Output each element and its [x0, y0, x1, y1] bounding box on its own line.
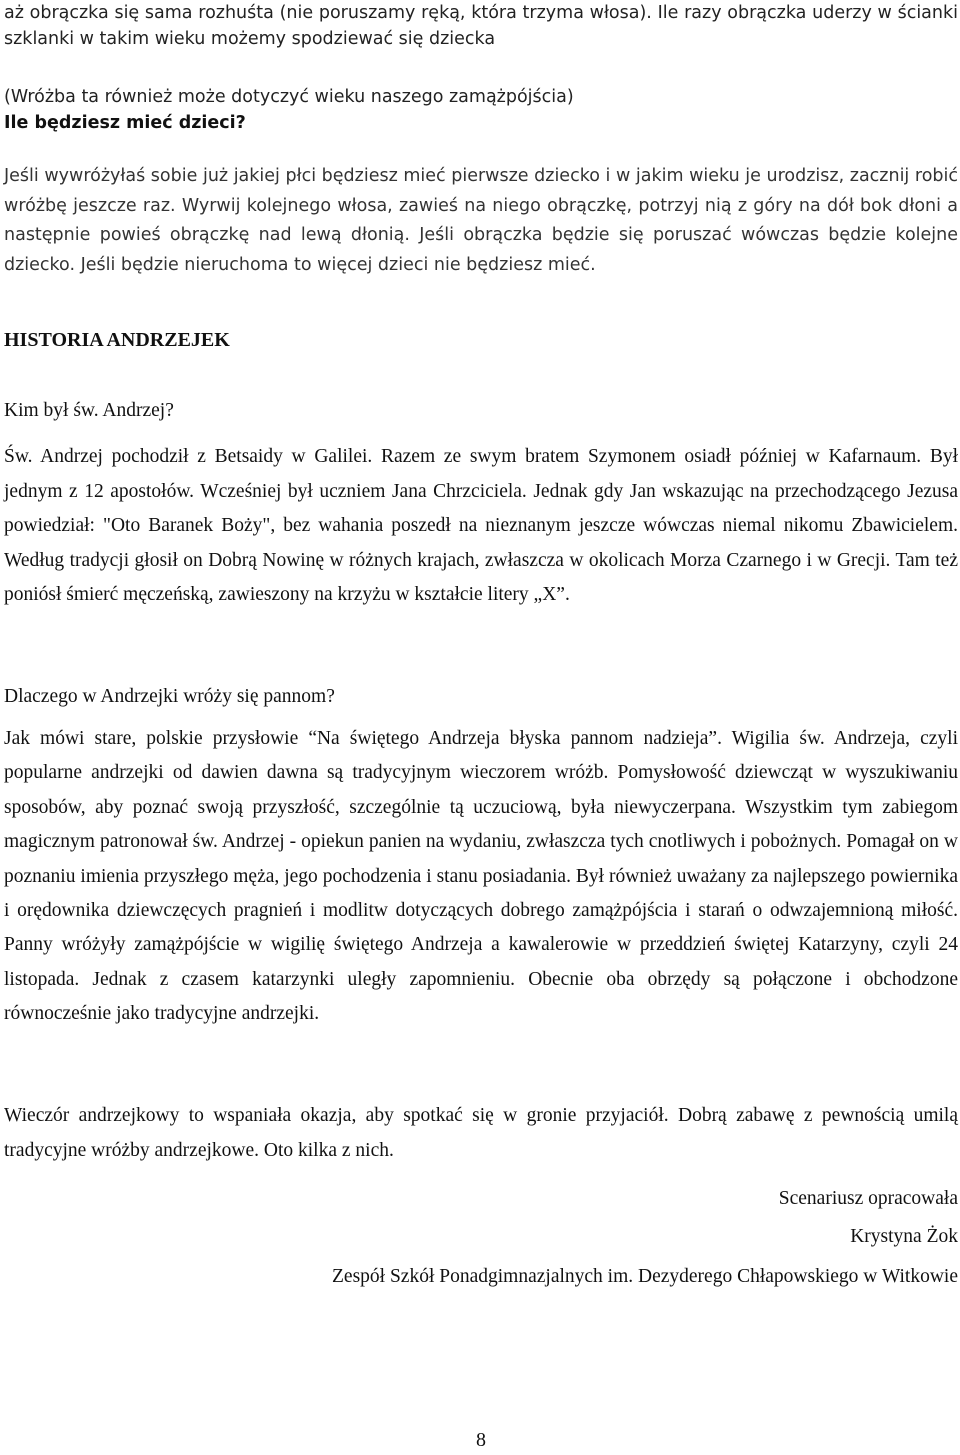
- answer-who-was-andrew: Św. Andrzej pochodził z Betsaidy w Galilei. Razem ze swym bratem Szymonem osiadł później w Kafarnaum. Był jednym z 12 apostołów. Wcześniej był uczniem Jana Chrzciciela. Jednak gdy Jan wskazując na przechodzącego Jezusa powiedział: "Oto Baranek Boży", bez wahania poszedł na nieznanym jeszcze wówczas niemal nikomu Zbawicielem. Według tradycji głosił on Dobrą Nowinę w różnych krajach, zwłaszcza w okolicach Morza Czarnego i w Grecji. Tam też poniósł śmierć męczeńską, zawieszony na krzyżu w kształcie litery „X”.: [4, 446, 958, 606]
- intro-paragraph: aż obrączka się sama rozhuśta (nie poruszamy ręką, która trzyma włosa). Ile razy obrączka uderzy w ścianki szklanki w takim wieku możemy spodziewać się dziecka: [4, 3, 958, 49]
- question-why-fortune-telling: Dlaczego w Andrzejki wróży się pannom?: [4, 686, 335, 707]
- children-paragraph: Jeśli wywróżyłaś sobie już jakiej płci będziesz mieć pierwsze dziecko i w jakim wieku je urodzisz, zacznij robić wróżbę jeszcze raz. Wyrwij kolejnego włosa, zawieś na niego obrączkę, potrzyj nią z góry na dół bok dłoni a następnie powieś obrączkę nad lewą dłonią. Jeśli obrączka będzie się poruszać wówczas będzie kolejne dziecko. Jeśli będzie nieruchoma to więcej dzieci nie będziesz mieć.: [4, 166, 958, 275]
- answer-why-fortune-telling: Jak mówi stare, polskie przysłowie “Na świętego Andrzeja błyska pannom nadzieja”. Wigilia św. Andrzeja, czyli popularne andrzejki od dawien dawna są tradycyjnym wieczorem wróżb. Pomysłowość dziewcząt w wyszukiwaniu sposobów, aby poznać swoją przyszłość, szczególnie tą uczuciową, była niewyczerpana. Wszystkim tym zabiegom magicznym patronował św. Andrzej - opiekun panien na wydaniu, zwłaszcza tych cnotliwych i pobożnych. Pomagał on w poznaniu imienia przyszłego męża, jego pochodzenia i stanu posiadania. Był również uważany za najlepszego powiernika i orędownika dziewczęcych pragnień i modlitw dotyczących dobrego zamążpójścia i starań o odwzajemnioną miłość. Panny wróżyły zamążpójście w wigilię świętego Andrzeja a kawalerowie w przeddzień świętej Katarzyny, czyli 24 listopada. Jednak z czasem katarzynki uległy zapomnieniu. Obecnie oba obrzędy są połączone i obchodzone równocześnie jako tradycyjne andrzejki.: [4, 728, 958, 1025]
- section-heading-children: Ile będziesz mieć dzieci?: [4, 113, 246, 133]
- history-heading: HISTORIA ANDRZEJEK: [4, 329, 230, 351]
- question-who-was-andrew: Kim był św. Andrzej?: [4, 400, 174, 421]
- signature-prepared-by: Scenariusz opracowała: [778, 1188, 958, 1209]
- intro-note: (Wróżba ta również może dotyczyć wieku naszego zamążpójścia): [4, 87, 574, 107]
- andrzejki-evening-paragraph: Wieczór andrzejkowy to wspaniała okazja, aby spotkać się w gronie przyjaciół. Dobrą zabawę z pewnością umilą tradycyjne wróżby andrzejkowe. Oto kilka z nich.: [4, 1105, 958, 1161]
- page-number: 8: [476, 1429, 486, 1451]
- signature-school: Zespół Szkół Ponadgimnazjalnych im. Dezyderego Chłapowskiego w Witkowie: [332, 1266, 958, 1287]
- signature-author-name: Krystyna Żok: [850, 1226, 958, 1247]
